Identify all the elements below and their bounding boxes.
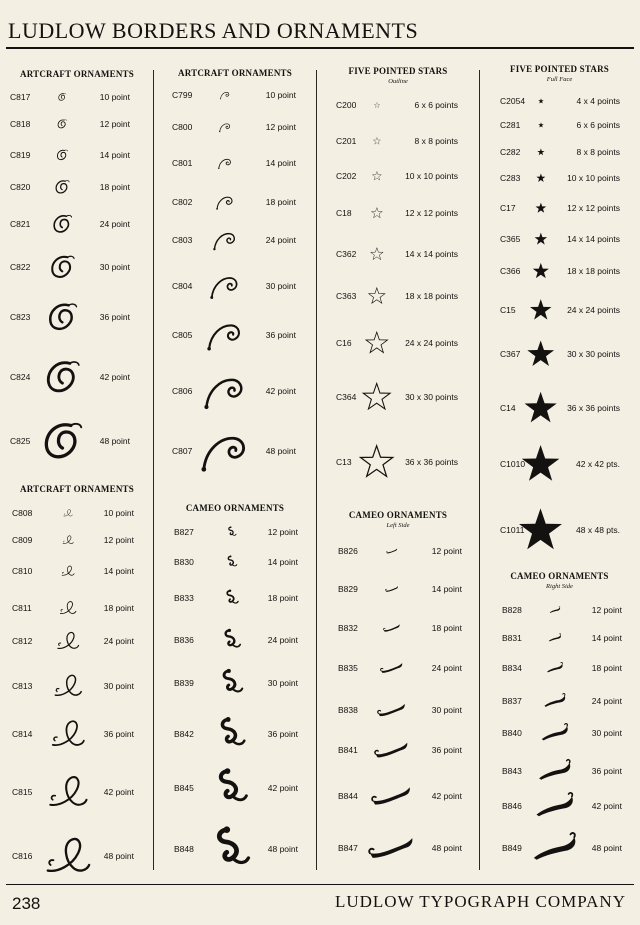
ornament-code: B837	[502, 696, 522, 706]
ornament-size: 24 point	[591, 696, 622, 706]
ornament-code: B835	[338, 663, 358, 673]
ornament-code: B836	[174, 635, 194, 645]
cameo-right-icon	[549, 604, 561, 616]
ornament-size: 42 point	[265, 386, 296, 396]
ornament-size: 42 point	[103, 787, 134, 797]
swirl-o-icon	[53, 178, 71, 196]
page-number: 238	[12, 894, 41, 913]
ornament-size: 24 point	[103, 636, 134, 646]
swirl-o-icon	[55, 148, 69, 162]
cameo-left-icon	[374, 732, 409, 767]
ornament-code: C822	[10, 262, 31, 272]
ornament-code: C803	[172, 235, 193, 245]
spiral-ornament-icon	[201, 427, 248, 474]
ornament-size: 42 x 42 pts.	[576, 459, 620, 469]
ornament-size: 36 x 36 points	[405, 457, 458, 467]
ornament-code: C364	[336, 392, 357, 402]
ornament-code: B830	[174, 557, 194, 567]
section-heading: FIVE POINTED STARS	[348, 66, 448, 76]
star-solid-icon	[529, 298, 553, 322]
ornament-code: C14	[500, 403, 516, 413]
ornament-size: 48 point	[591, 843, 622, 853]
ornament-code: C13	[336, 457, 352, 467]
ornament-code: C820	[10, 182, 31, 192]
cameo-right-icon	[534, 785, 575, 826]
cameo-scroll-icon	[225, 555, 239, 569]
section-heading: ARTCRAFT ORNAMENTS	[178, 68, 292, 78]
ornament-size: 42 point	[591, 801, 622, 811]
ornament-size: 12 x 12 points	[567, 203, 620, 213]
star-solid-icon	[534, 232, 548, 246]
ornament-size: 10 point	[103, 508, 134, 518]
ornament-code: B829	[338, 584, 358, 594]
ornament-code: B842	[174, 729, 194, 739]
ornament-code: C813	[12, 681, 33, 691]
ornament-code: C814	[12, 729, 33, 739]
star-solid-icon	[535, 202, 547, 214]
ornament-code: B834	[502, 663, 522, 673]
ornament-size: 18 point	[267, 593, 298, 603]
swirl-o-icon	[41, 356, 82, 397]
ornament-size: 18 point	[591, 663, 622, 673]
spiral-ornament-icon	[216, 193, 234, 211]
ornament-code: B848	[174, 844, 194, 854]
section-heading: CAMEO ORNAMENTS	[348, 510, 448, 520]
cameo-scroll-icon	[214, 716, 249, 751]
cameo-left-icon	[371, 775, 412, 816]
cameo-left-icon	[386, 545, 398, 557]
ornament-size: 14 point	[99, 150, 130, 160]
ornament-code: C366	[500, 266, 521, 276]
ornament-code: C200	[336, 100, 357, 110]
spiral-ornament-icon	[219, 121, 231, 133]
ornament-size: 12 point	[431, 546, 462, 556]
company-name: LUDLOW TYPOGRAPH COMPANY	[334, 892, 626, 911]
cameo-left-icon	[383, 619, 401, 637]
ornament-size: 8 x 8 points	[576, 147, 620, 157]
ornament-size: 18 x 18 points	[567, 266, 620, 276]
spiral-ornament-icon	[220, 90, 230, 100]
cameo-right-icon	[537, 753, 572, 788]
loop-ornament-icon	[62, 534, 74, 546]
ornament-code: C815	[12, 787, 33, 797]
star-outline-icon	[365, 331, 389, 355]
ornament-size: 12 x 12 points	[405, 208, 458, 218]
ornament-code: B844	[338, 791, 358, 801]
ornament-code: C821	[10, 219, 31, 229]
ornament-code: B826	[338, 546, 358, 556]
ornament-code: C825	[10, 436, 31, 446]
ornament-code: C17	[500, 203, 516, 213]
column-divider	[153, 70, 154, 870]
spiral-ornament-icon	[207, 317, 242, 352]
ornament-code: C2054	[500, 96, 526, 106]
ornament-size: 18 x 18 points	[405, 291, 458, 301]
ornament-code: B838	[338, 705, 358, 715]
ornament-size: 14 point	[103, 566, 134, 576]
ornament-code: B845	[174, 783, 194, 793]
ornament-code: C799	[172, 90, 193, 100]
swirl-o-icon	[47, 252, 76, 281]
ornament-size: 42 point	[267, 783, 298, 793]
ornament-size: 36 point	[591, 766, 622, 776]
ornament-code: C282	[500, 147, 521, 157]
swirl-o-icon	[38, 417, 85, 464]
ornament-size: 36 point	[431, 745, 462, 755]
ornament-code: B843	[502, 766, 522, 776]
ornament-code: C804	[172, 281, 193, 291]
footer-rule	[6, 884, 634, 885]
ornament-size: 14 point	[267, 557, 298, 567]
star-solid-icon	[526, 339, 555, 368]
cameo-right-icon	[540, 718, 569, 747]
ornament-size: 36 point	[267, 729, 298, 739]
ornament-size: 42 point	[99, 372, 130, 382]
cameo-left-icon	[380, 656, 404, 680]
ornament-size: 12 point	[265, 122, 296, 132]
ornament-code: B827	[174, 527, 194, 537]
ornament-size: 4 x 4 points	[576, 96, 620, 106]
swirl-o-icon	[44, 299, 79, 334]
ornament-code: C818	[10, 119, 31, 129]
loop-ornament-icon	[59, 599, 77, 617]
ornament-code: C812	[12, 636, 33, 646]
ornament-size: 30 point	[99, 262, 130, 272]
ornament-code: C802	[172, 197, 193, 207]
ornament-size: 48 point	[265, 446, 296, 456]
ornament-size: 36 point	[103, 729, 134, 739]
spiral-ornament-icon	[218, 156, 232, 170]
section-heading: FIVE POINTED STARS	[510, 64, 609, 74]
ornament-code: C810	[12, 566, 33, 576]
ornament-code: C202	[336, 171, 357, 181]
ornament-code: C808	[12, 508, 33, 518]
cameo-scroll-icon	[220, 628, 244, 652]
cameo-scroll-icon	[226, 526, 238, 538]
ornament-size: 18 point	[103, 603, 134, 613]
star-solid-icon	[538, 98, 544, 104]
ornament-size: 30 point	[591, 728, 622, 738]
ornament-code: C811	[12, 603, 32, 613]
star-outline-icon	[372, 171, 382, 181]
ornament-size: 12 point	[103, 535, 134, 545]
ornament-size: 14 point	[431, 584, 462, 594]
ornament-size: 24 point	[267, 635, 298, 645]
ornament-code: C201	[336, 136, 357, 146]
star-solid-icon	[532, 262, 550, 280]
ornament-size: 30 point	[431, 705, 462, 715]
ornament-code: C806	[172, 386, 193, 396]
loop-ornament-icon	[61, 564, 75, 578]
star-outline-icon	[359, 444, 394, 479]
ornament-code: B841	[338, 745, 358, 755]
ornament-size: 6 x 6 points	[414, 100, 458, 110]
ornament-code: B832	[338, 623, 358, 633]
cameo-right-icon	[543, 689, 567, 713]
ornament-size: 48 point	[267, 844, 298, 854]
ornament-size: 24 point	[99, 219, 130, 229]
column-divider	[479, 70, 480, 870]
ornament-code: C816	[12, 851, 33, 861]
star-outline-icon	[371, 207, 383, 219]
star-outline-icon	[362, 382, 391, 411]
section-heading: ARTCRAFT ORNAMENTS	[20, 484, 134, 494]
ornament-code: B839	[174, 678, 194, 688]
header-rule	[6, 47, 634, 49]
cameo-left-icon	[368, 824, 415, 871]
swirl-o-icon	[57, 92, 67, 102]
ornament-code: B846	[502, 801, 522, 811]
ornament-size: 36 x 36 points	[567, 403, 620, 413]
ornament-size: 24 point	[265, 235, 296, 245]
star-solid-icon	[520, 443, 561, 484]
spiral-ornament-icon	[210, 271, 239, 300]
ornament-size: 30 point	[103, 681, 134, 691]
cameo-right-icon	[548, 631, 562, 645]
cameo-left-icon	[377, 695, 406, 724]
ornament-code: B831	[502, 633, 522, 643]
ornament-code: C1010	[500, 459, 526, 469]
star-outline-icon	[373, 137, 381, 145]
ornament-code: C800	[172, 122, 193, 132]
cameo-scroll-icon	[217, 668, 246, 697]
ornament-size: 48 x 48 pts.	[576, 525, 620, 535]
ornament-code: B833	[174, 593, 194, 603]
loop-ornament-icon	[53, 671, 82, 700]
star-solid-icon	[523, 390, 558, 425]
ornament-code: C823	[10, 312, 31, 322]
ornament-code: C363	[336, 291, 357, 301]
ornament-size: 48 point	[431, 843, 462, 853]
ornament-size: 42 point	[431, 791, 462, 801]
ornament-size: 10 point	[99, 92, 130, 102]
ornament-size: 14 x 14 points	[405, 249, 458, 259]
ornament-size: 6 x 6 points	[576, 120, 620, 130]
ornament-code: B828	[502, 605, 522, 615]
loop-ornament-icon	[50, 716, 85, 751]
ornament-code: B849	[502, 843, 522, 853]
ornament-size: 24 x 24 points	[567, 305, 620, 315]
ornament-size: 30 point	[267, 678, 298, 688]
ornament-code: C1011	[500, 525, 525, 535]
star-solid-icon	[537, 148, 545, 156]
ornament-size: 12 point	[267, 527, 298, 537]
ornament-size: 10 point	[265, 90, 296, 100]
ornament-size: 24 x 24 points	[405, 338, 458, 348]
loop-ornament-icon	[56, 629, 80, 653]
loop-ornament-icon	[44, 832, 91, 879]
ornament-size: 36 point	[99, 312, 130, 322]
ornament-code: C365	[500, 234, 521, 244]
ornament-code: C801	[172, 158, 193, 168]
ornament-code: C817	[10, 92, 31, 102]
section-heading: CAMEO ORNAMENTS	[185, 503, 285, 513]
loop-ornament-icon	[63, 508, 73, 518]
section-subheading: Left Side	[386, 522, 410, 529]
star-solid-icon	[536, 173, 546, 183]
cameo-left-icon	[385, 582, 399, 596]
star-outline-icon	[374, 102, 380, 108]
ornament-code: C18	[336, 208, 352, 218]
ornament-size: 18 point	[431, 623, 462, 633]
swirl-o-icon	[50, 212, 74, 236]
star-solid-icon	[517, 506, 564, 553]
cameo-scroll-icon	[211, 767, 252, 808]
ornament-size: 30 point	[265, 281, 296, 291]
cameo-scroll-icon	[208, 825, 255, 872]
ornament-size: 18 point	[99, 182, 130, 192]
ornament-code: C15	[500, 305, 516, 315]
ornament-size: 18 point	[265, 197, 296, 207]
ornament-code: C362	[336, 249, 357, 259]
page-title: LUDLOW BORDERS AND ORNAMENTS	[8, 18, 419, 43]
ornament-size: 14 point	[265, 158, 296, 168]
section-subheading: Outline	[388, 78, 408, 85]
spiral-ornament-icon	[213, 228, 237, 252]
ornament-size: 8 x 8 points	[414, 136, 458, 146]
ornament-size: 10 x 10 points	[567, 173, 620, 183]
swirl-o-icon	[56, 118, 68, 130]
ornament-size: 10 x 10 points	[405, 171, 458, 181]
section-subheading: Right Side	[546, 583, 573, 590]
cameo-scroll-icon	[223, 589, 241, 607]
star-solid-icon	[538, 122, 544, 128]
ornament-size: 48 point	[103, 851, 134, 861]
section-heading: ARTCRAFT ORNAMENTS	[20, 69, 134, 79]
ornament-code: C824	[10, 372, 31, 382]
ornament-size: 30 x 30 points	[567, 349, 620, 359]
cameo-right-icon	[531, 824, 578, 871]
ornament-code: C283	[500, 173, 521, 183]
loop-ornament-icon	[47, 771, 88, 812]
ornament-size: 14 x 14 points	[567, 234, 620, 244]
section-heading: CAMEO ORNAMENTS	[510, 571, 609, 581]
ornament-code: C367	[500, 349, 521, 359]
ornament-size: 36 point	[265, 330, 296, 340]
ornament-code: C281	[500, 120, 521, 130]
ornament-code: C805	[172, 330, 193, 340]
ornament-code: C807	[172, 446, 193, 456]
ornament-code: C819	[10, 150, 31, 160]
star-outline-icon	[370, 247, 384, 261]
ornament-size: 12 point	[591, 605, 622, 615]
ornament-size: 30 x 30 points	[405, 392, 458, 402]
star-outline-icon	[368, 287, 386, 305]
ornament-code: B840	[502, 728, 522, 738]
column-divider	[316, 70, 317, 870]
ornament-size: 48 point	[99, 436, 130, 446]
ornament-size: 14 point	[591, 633, 622, 643]
ornament-code: B847	[338, 843, 358, 853]
spiral-ornament-icon	[204, 370, 245, 411]
cameo-right-icon	[546, 659, 564, 677]
ornament-size: 12 point	[99, 119, 130, 129]
section-subheading: Full Face	[546, 76, 573, 83]
ornament-size: 24 point	[431, 663, 462, 673]
ornament-code: C809	[12, 535, 33, 545]
ornament-code: C16	[336, 338, 352, 348]
